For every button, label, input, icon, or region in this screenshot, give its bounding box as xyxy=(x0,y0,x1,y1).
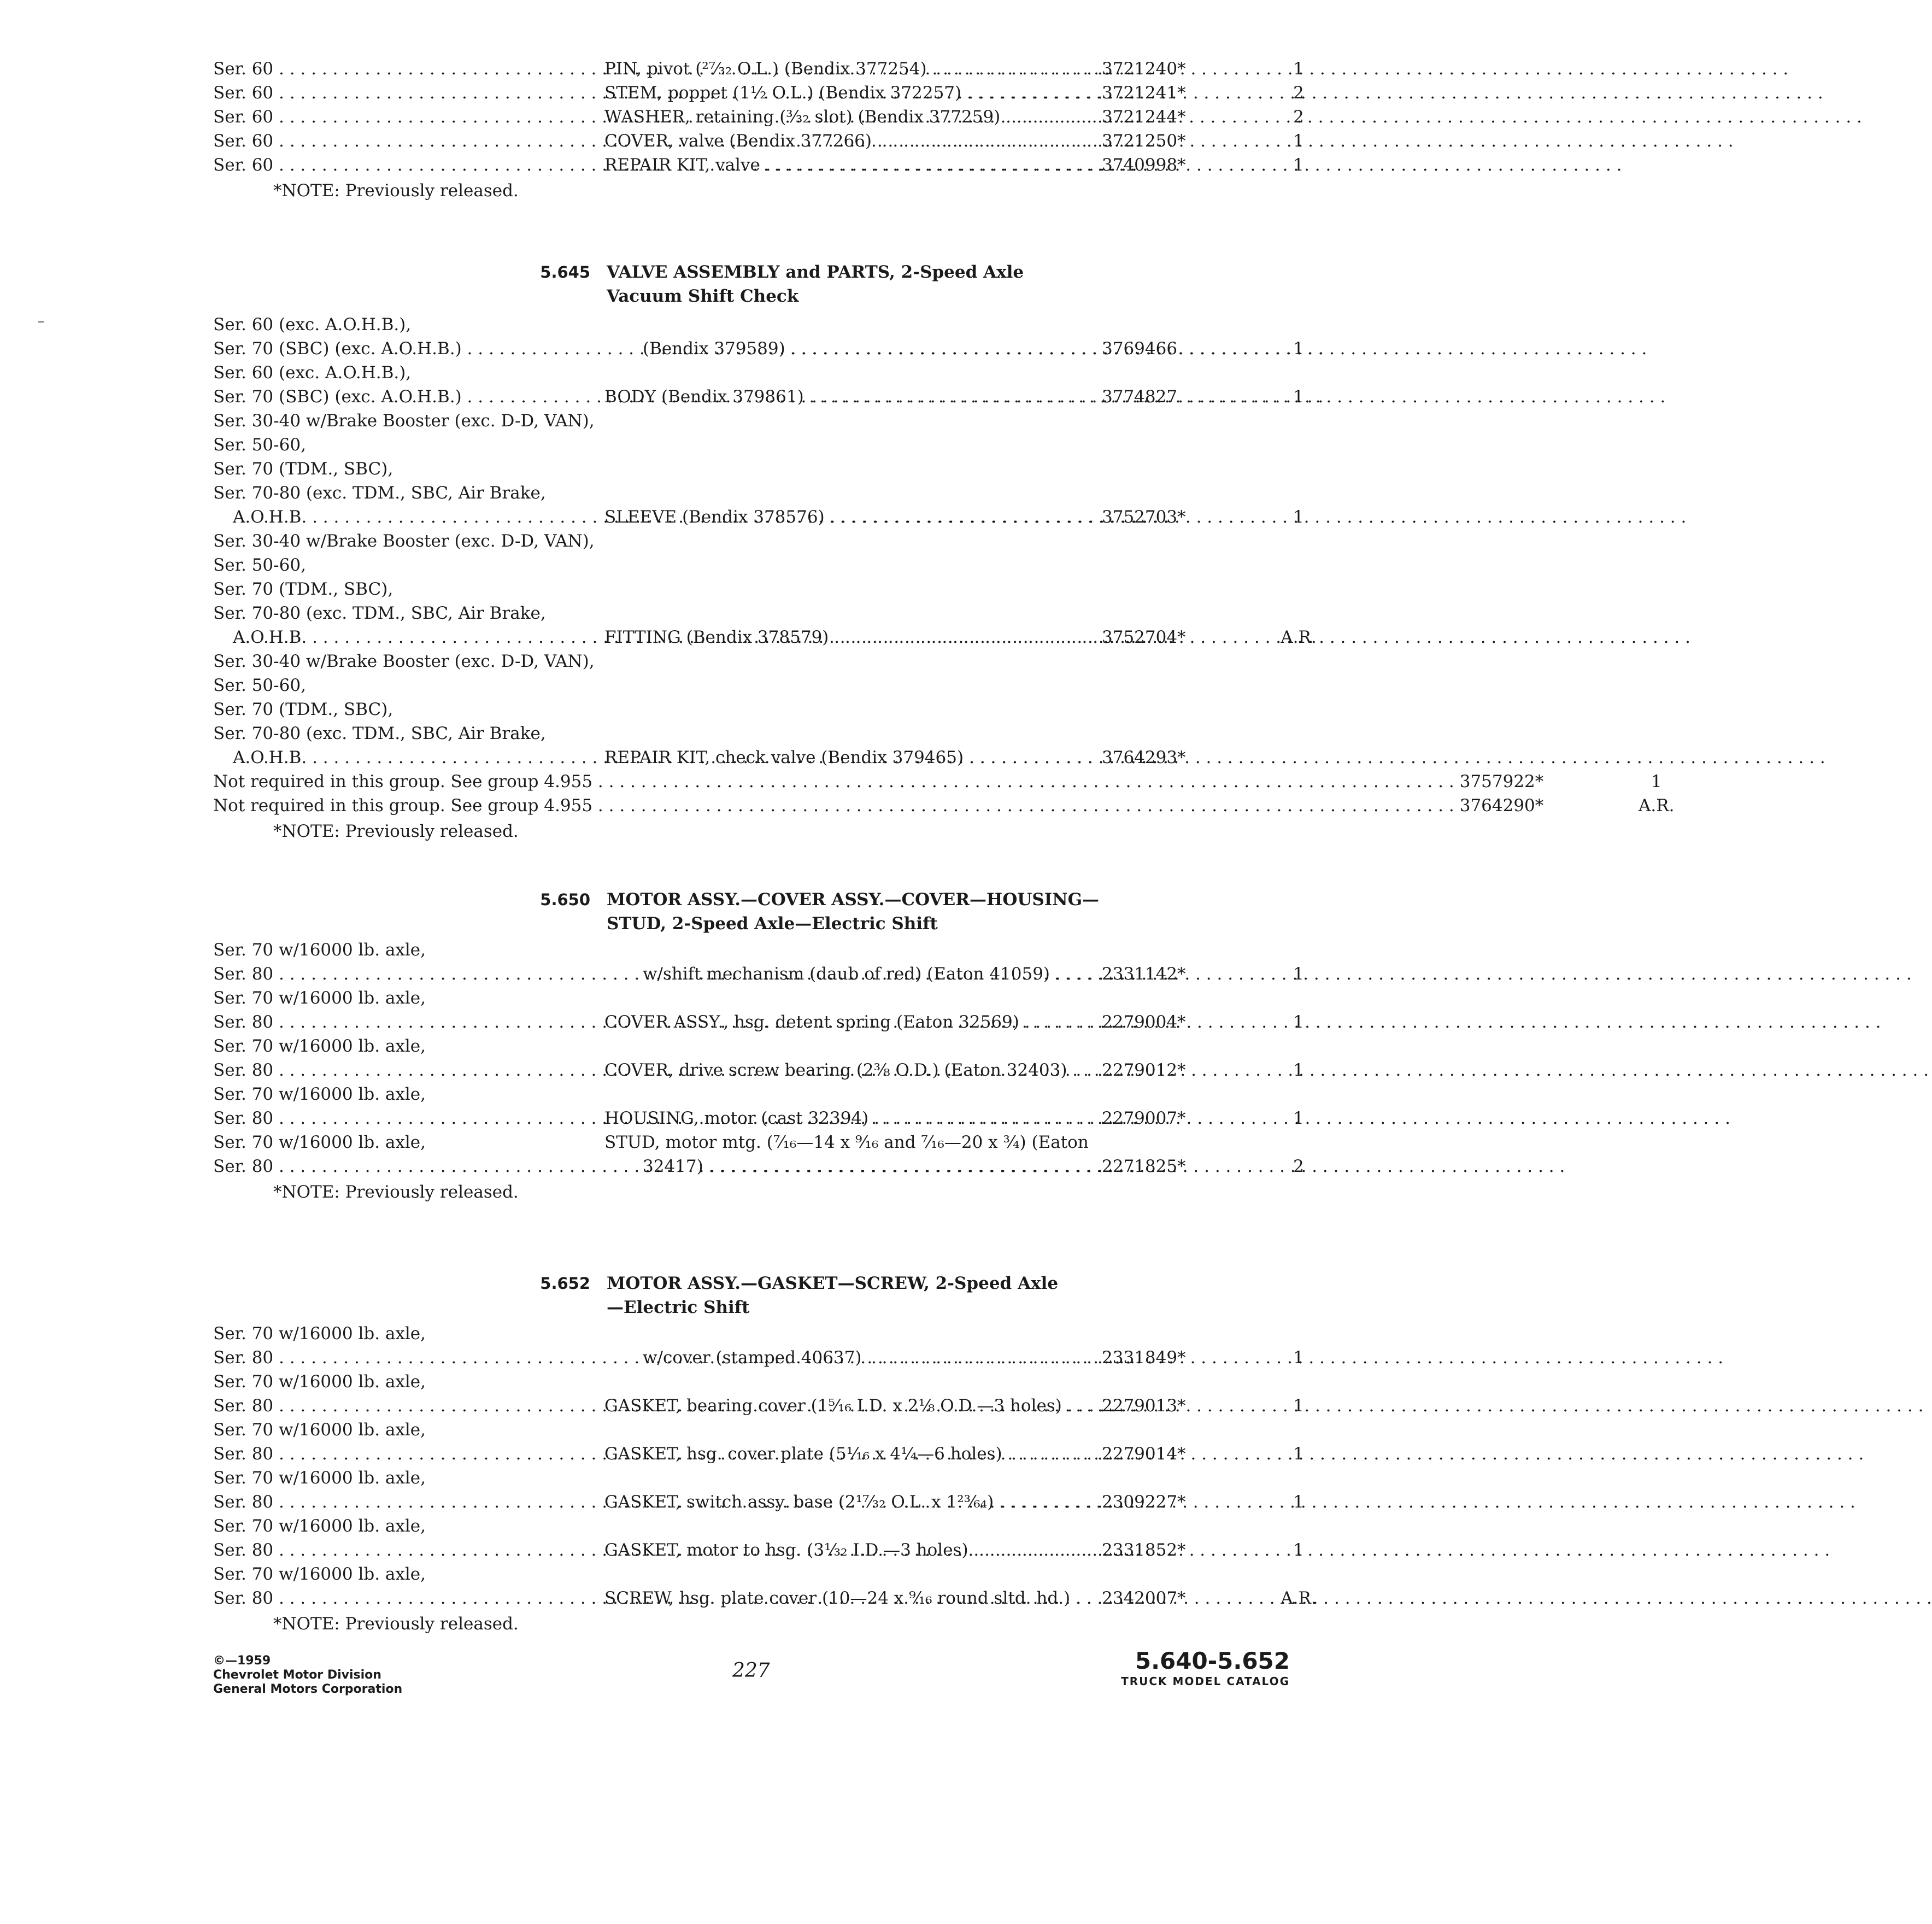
description-line: GASKET, motor to hsg. (3¹⁄₃₂ I.D.—3 holes) . . . xyxy=(604,1538,1096,1562)
section-note: *NOTE: Previously released. xyxy=(273,1182,519,1202)
part-number: 2342007* xyxy=(1102,1588,1186,1608)
quantity: 2 xyxy=(1293,107,1304,127)
applicability-line: Ser. 60 . . . xyxy=(213,129,574,153)
description-line: HOUSING, motor (cast 32394) . . . xyxy=(604,1106,1096,1130)
quantity: 1 xyxy=(1293,1540,1304,1560)
quantity: 1 xyxy=(1293,1060,1304,1080)
description-line: STEM, poppet (1½ O.L.) (Bendix 372257) . . . xyxy=(604,81,1096,105)
cross-reference-row xyxy=(213,770,1662,794)
part-number: 2331852* xyxy=(1102,1540,1186,1560)
description-line: w/shift mechanism (daub of red) (Eaton 41059) . . . xyxy=(604,962,1096,986)
part-description xyxy=(604,337,1096,361)
applicability-line: Ser. 80 . . . xyxy=(213,1490,574,1514)
part-description xyxy=(604,625,1096,649)
applicability-line: Ser. 70 w/16000 lb. axle, xyxy=(213,1564,426,1584)
applicability-line: Ser. 60 (exc. A.O.H.B.), xyxy=(213,363,412,383)
section-note: *NOTE: Previously released. xyxy=(273,181,519,201)
applicability xyxy=(213,313,574,361)
applicability-line: Ser. 70 (TDM., SBC), xyxy=(213,700,394,719)
part-number: 3752704* xyxy=(1102,627,1186,647)
scan-mark xyxy=(38,321,44,322)
applicability xyxy=(213,1082,574,1130)
parts-row xyxy=(213,529,1317,649)
part-description xyxy=(604,1490,1096,1514)
applicability xyxy=(213,409,595,529)
group-heading xyxy=(514,260,1279,308)
applicability xyxy=(213,153,574,177)
applicability-line: Ser. 70 (TDM., SBC), xyxy=(213,459,394,479)
quantity: A.R. xyxy=(1281,627,1317,647)
cross-reference-row xyxy=(213,794,1675,818)
group-number: 5.645 xyxy=(540,263,590,281)
applicability-line: Ser. 70 w/16000 lb. axle, xyxy=(213,1133,426,1152)
group-range: 5.640-5.652 xyxy=(1135,1647,1290,1674)
part-description xyxy=(604,385,1096,409)
parts-row xyxy=(213,313,1304,361)
group-title-line: STUD, 2-Speed Axle—Electric Shift xyxy=(607,914,938,934)
applicability-line: Ser. 70 w/16000 lb. axle, xyxy=(213,1324,426,1344)
applicability xyxy=(213,1418,574,1466)
description-line: PIN, pivot (²⁷⁄₃₂ O.L.) (Bendix 377254) . . . xyxy=(604,57,1096,81)
parts-row xyxy=(213,1466,1304,1514)
applicability xyxy=(213,1034,574,1082)
parts-row xyxy=(213,1514,1304,1562)
part-number: 2331849* xyxy=(1102,1348,1186,1368)
applicability-line: Ser. 80 . . . xyxy=(213,1106,574,1130)
part-number: 3774827 xyxy=(1102,387,1178,407)
applicability-line: Ser. 30-40 w/Brake Booster (exc. D-D, VAN), xyxy=(213,411,595,431)
group-title-line: MOTOR ASSY.—COVER ASSY.—COVER—HOUSING— xyxy=(607,890,1100,910)
quantity: 1 xyxy=(1293,964,1304,984)
parts-row xyxy=(213,986,1304,1034)
group-title-line: Vacuum Shift Check xyxy=(607,286,799,306)
parts-row xyxy=(213,1130,1304,1178)
applicability-line: A.O.H.B. . . . xyxy=(213,625,574,649)
description-line: SCREW, hsg. plate cover (10—24 x ⁹⁄₁₆ round sltd. hd.) . . . xyxy=(604,1586,1096,1610)
applicability-line: Ser. 80 . . . xyxy=(213,1394,574,1418)
copyright-line: Chevrolet Motor Division xyxy=(213,1668,381,1682)
applicability xyxy=(213,1514,574,1562)
description-line: FITTING (Bendix 378579) . . . xyxy=(604,625,1096,649)
part-number: 3764293* xyxy=(1102,748,1186,767)
part-number: 2279014* xyxy=(1102,1444,1186,1464)
applicability-line: Ser. 70-80 (exc. TDM., SBC, Air Brake, xyxy=(213,483,546,503)
parts-row xyxy=(213,105,1304,129)
part-number: 3769466 xyxy=(1102,339,1178,359)
parts-row xyxy=(213,1562,1317,1610)
part-description xyxy=(604,81,1096,105)
parts-table xyxy=(213,57,1304,177)
applicability-line: Ser. 80 . . . xyxy=(213,1538,574,1562)
part-number: 3721241* xyxy=(1102,83,1186,103)
part-description xyxy=(604,153,1096,177)
quantity: 1 xyxy=(1293,155,1304,175)
part-number: 3721244* xyxy=(1102,107,1186,127)
applicability-line: Ser. 70-80 (exc. TDM., SBC, Air Brake, xyxy=(213,603,546,623)
group-title xyxy=(607,888,1279,936)
section-5-650 xyxy=(213,938,1304,1205)
quantity: 1 xyxy=(1293,1108,1304,1128)
parts-row xyxy=(213,129,1304,153)
applicability-line: Ser. 70 (TDM., SBC), xyxy=(213,579,394,599)
section-5-645 xyxy=(213,313,1675,844)
group-number: 5.652 xyxy=(540,1274,590,1293)
applicability-line: Ser. 50-60, xyxy=(213,555,306,575)
applicability-line: Ser. 80 . . . xyxy=(213,1010,574,1034)
applicability-line: Ser. 70 (SBC) (exc. A.O.H.B.) . . . xyxy=(213,385,574,409)
part-number: 2279012* xyxy=(1102,1060,1186,1080)
part-description xyxy=(604,1346,1096,1370)
part-number: 3721240* xyxy=(1102,59,1186,79)
description-line: WASHER, retaining (³⁄₃₂ slot) (Bendix 377259) . . . xyxy=(604,105,1096,129)
part-number: 3740998* xyxy=(1102,155,1186,175)
applicability-line: Ser. 60 (exc. A.O.H.B.), xyxy=(213,315,412,335)
parts-row xyxy=(213,649,1290,770)
part-description xyxy=(604,1106,1096,1130)
description-line: SLEEVE (Bendix 378576) . . . xyxy=(604,505,1096,529)
description-line: (Bendix 379589) . . . xyxy=(604,337,1096,361)
parts-row xyxy=(213,409,1304,529)
applicability-line: Ser. 70 w/16000 lb. axle, xyxy=(213,1516,426,1536)
applicability-line: Ser. 80 . . . xyxy=(213,1586,574,1610)
applicability xyxy=(213,81,574,105)
quantity: 1 xyxy=(1651,772,1662,791)
applicability xyxy=(213,1322,574,1370)
group-title-line: VALVE ASSEMBLY and PARTS, 2-Speed Axle xyxy=(607,262,1024,282)
part-number: 3752703* xyxy=(1102,507,1186,527)
part-number: 3757922* xyxy=(1459,772,1544,791)
description-line: COVER, drive screw bearing (2⅜ O.D.) (Eaton 32403) . . . xyxy=(604,1058,1096,1082)
cross-reference xyxy=(213,770,1454,794)
applicability xyxy=(213,105,574,129)
applicability-line: Ser. 70-80 (exc. TDM., SBC, Air Brake, xyxy=(213,724,546,743)
applicability-line: Ser. 60 . . . xyxy=(213,153,574,177)
applicability xyxy=(213,57,574,81)
part-description xyxy=(604,129,1096,153)
applicability-line: Ser. 70 w/16000 lb. axle, xyxy=(213,1420,426,1440)
parts-row xyxy=(213,1034,1304,1082)
applicability-line: A.O.H.B. . . . xyxy=(213,505,574,529)
applicability-line: Ser. 60 . . . xyxy=(213,81,574,105)
applicability xyxy=(213,986,574,1034)
description-line: GASKET, switch assy. base (2¹⁷⁄₃₂ O.L. x 1²³⁄₆₄) . . . xyxy=(604,1490,1096,1514)
description-line: COVER, valve (Bendix 377266) . . . xyxy=(604,129,1096,153)
applicability-line: Ser. 70 w/16000 lb. axle, xyxy=(213,1036,426,1056)
cross-reference xyxy=(213,794,1454,818)
applicability xyxy=(213,1466,574,1514)
applicability xyxy=(213,1130,574,1178)
applicability xyxy=(213,361,574,409)
applicability-line: Ser. 60 . . . xyxy=(213,105,574,129)
cross-reference-text: Not required in this group. See group 4.955 . . . xyxy=(213,770,1454,794)
span-table xyxy=(213,770,1675,818)
part-description xyxy=(604,1058,1096,1082)
part-description xyxy=(604,505,1096,529)
applicability-line: Ser. 50-60, xyxy=(213,435,306,455)
catalog-footer xyxy=(1121,1647,1290,1688)
part-number: 2279007* xyxy=(1102,1108,1186,1128)
copyright-block xyxy=(213,1654,402,1697)
part-description xyxy=(604,1538,1096,1562)
applicability xyxy=(213,1370,574,1418)
applicability-line: Ser. 80 . . . xyxy=(213,1442,574,1466)
quantity: 2 xyxy=(1293,1157,1304,1176)
parts-table xyxy=(213,313,1317,770)
applicability-line: Ser. 80 . . . xyxy=(213,1058,574,1082)
part-description xyxy=(604,746,1096,770)
quantity: 1 xyxy=(1293,59,1304,79)
cross-reference-text: Not required in this group. See group 4.955 . . . xyxy=(213,794,1454,818)
catalog-name: TRUCK MODEL CATALOG xyxy=(1121,1675,1290,1688)
part-number: 2279013* xyxy=(1102,1396,1186,1416)
quantity: 2 xyxy=(1293,83,1304,103)
copyright-line: ©—1959 xyxy=(213,1654,271,1668)
parts-row xyxy=(213,57,1304,81)
description-line: GASKET, bearing cover (1⁵⁄₁₆ I.D. x 2⅛ O.D.—3 holes) . . . xyxy=(604,1394,1096,1418)
parts-row xyxy=(213,938,1304,986)
quantity: 1 xyxy=(1293,1012,1304,1032)
parts-table xyxy=(213,938,1304,1178)
parts-table xyxy=(213,1322,1317,1610)
part-number: 2331142* xyxy=(1102,964,1186,984)
quantity: 1 xyxy=(1293,1444,1304,1464)
quantity: A.R. xyxy=(1638,796,1675,816)
quantity: A.R. xyxy=(1281,1588,1317,1608)
part-description xyxy=(604,1010,1096,1034)
part-description xyxy=(604,1442,1096,1466)
parts-row xyxy=(213,361,1304,409)
applicability-line: Ser. 70 w/16000 lb. axle, xyxy=(213,1372,426,1392)
part-description xyxy=(604,1394,1096,1418)
parts-row xyxy=(213,1418,1304,1466)
page-number: 227 xyxy=(732,1659,770,1682)
parts-row xyxy=(213,1082,1304,1130)
copyright-line: General Motors Corporation xyxy=(213,1682,403,1696)
applicability-line: Ser. 30-40 w/Brake Booster (exc. D-D, VAN), xyxy=(213,531,595,551)
quantity: 1 xyxy=(1293,1348,1304,1368)
applicability-line: Ser. 80 . . . xyxy=(213,962,574,986)
quantity: 1 xyxy=(1293,131,1304,151)
applicability xyxy=(213,649,595,770)
description-line: COVER ASSY., hsg. detent spring (Eaton 32569) . . . xyxy=(604,1010,1096,1034)
applicability xyxy=(213,529,595,649)
part-number: 3764290* xyxy=(1459,796,1544,816)
section-note: *NOTE: Previously released. xyxy=(273,1614,519,1634)
part-description xyxy=(604,57,1096,81)
parts-row xyxy=(213,1322,1304,1370)
group-title xyxy=(607,1271,1279,1319)
part-description xyxy=(604,1586,1096,1610)
applicability-line: Ser. 70 w/16000 lb. axle, xyxy=(213,1084,426,1104)
applicability xyxy=(213,938,574,986)
group-title-line: MOTOR ASSY.—GASKET—SCREW, 2-Speed Axle xyxy=(607,1274,1059,1293)
description-line: w/cover (stamped 40637) . . . xyxy=(604,1346,1096,1370)
applicability-line: Ser. 60 . . . xyxy=(213,57,574,81)
section-5-652 xyxy=(213,1322,1317,1636)
group-title-line: —Electric Shift xyxy=(607,1298,750,1317)
applicability xyxy=(213,1562,574,1610)
applicability-line: Ser. 70 w/16000 lb. axle, xyxy=(213,940,426,960)
part-description xyxy=(604,1130,1096,1178)
description-line: REPAIR KIT, valve . . . xyxy=(604,153,1096,177)
description-line: REPAIR KIT, check valve (Bendix 379465) . . . xyxy=(604,746,1096,770)
applicability-line: Ser. 70 w/16000 lb. axle, xyxy=(213,988,426,1008)
group-title xyxy=(607,260,1279,308)
parts-row xyxy=(213,153,1304,177)
group-heading xyxy=(514,888,1279,936)
quantity: 1 xyxy=(1293,387,1304,407)
description-line: GASKET, hsg. cover plate (5¹⁄₁₆ x 4¼—6 holes) . . . xyxy=(604,1442,1096,1466)
quantity: 1 xyxy=(1293,1396,1304,1416)
part-number: 2271825* xyxy=(1102,1157,1186,1176)
applicability-line: Ser. 80 . . . xyxy=(213,1346,574,1370)
parts-row xyxy=(213,81,1304,105)
description-line: STUD, motor mtg. (⁷⁄₁₆—14 x ⁹⁄₁₆ and ⁷⁄₁₆—20 x ¾) (Eaton xyxy=(604,1133,1089,1152)
applicability-line: Ser. 80 . . . xyxy=(213,1154,574,1178)
group-number: 5.650 xyxy=(540,890,590,909)
applicability-line: Ser. 50-60, xyxy=(213,676,306,695)
applicability xyxy=(213,129,574,153)
section-note: *NOTE: Previously released. xyxy=(273,822,519,841)
applicability-line: A.O.H.B. . . . xyxy=(213,746,574,770)
part-number: 2279004* xyxy=(1102,1012,1186,1032)
parts-row xyxy=(213,1370,1304,1418)
applicability-line: Ser. 70 (SBC) (exc. A.O.H.B.) . . . xyxy=(213,337,574,361)
description-line: BODY (Bendix 379861) . . . xyxy=(604,385,1096,409)
applicability-line: Ser. 70 w/16000 lb. axle, xyxy=(213,1468,426,1488)
quantity: 1 xyxy=(1293,1492,1304,1512)
description-line: 32417) . . . xyxy=(604,1154,1096,1178)
part-number: 2309227* xyxy=(1102,1492,1186,1512)
quantity: 1 xyxy=(1293,339,1304,359)
part-description xyxy=(604,105,1096,129)
quantity: 1 xyxy=(1293,507,1304,527)
applicability-line: Ser. 30-40 w/Brake Booster (exc. D-D, VAN), xyxy=(213,652,595,671)
part-number: 3721250* xyxy=(1102,131,1186,151)
group-heading xyxy=(514,1271,1279,1319)
section-continued xyxy=(213,57,1304,203)
part-description xyxy=(604,962,1096,986)
